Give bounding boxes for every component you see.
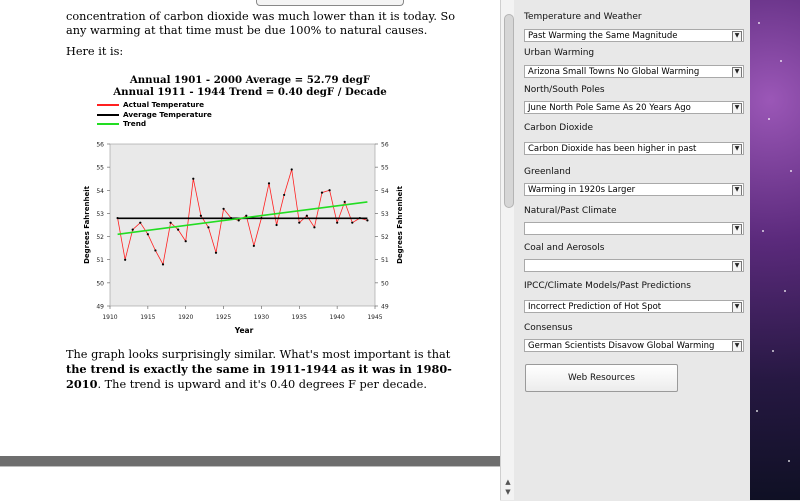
select-value: Warming in 1920s Larger: [528, 185, 636, 195]
legend-label-actual: Actual Temperature: [123, 100, 205, 109]
data-point: [253, 245, 255, 247]
select-temperature-weather[interactable]: [524, 29, 744, 42]
y-tick-label-left: 56: [96, 141, 104, 149]
data-point: [359, 217, 361, 219]
label-coal-aerosols: Coal and Aerosols: [524, 243, 605, 253]
label-natural-past-climate: Natural/Past Climate: [524, 206, 617, 216]
y-tick-label-left: 50: [96, 280, 104, 288]
data-point: [124, 259, 126, 261]
scroll-up-arrow-icon[interactable]: ▲: [505, 478, 511, 486]
y-tick-label-right: 51: [381, 257, 389, 265]
star: [758, 22, 760, 24]
web-resources-button[interactable]: Web Resources: [525, 364, 678, 392]
data-point: [222, 208, 224, 210]
star: [788, 460, 790, 462]
data-point: [116, 217, 118, 219]
select-natural-past-climate[interactable]: [524, 222, 744, 235]
y-tick-label-left: 51: [96, 257, 104, 265]
document-page-next: [0, 466, 500, 501]
y-axis-label-left: Degrees Fahrenheit: [83, 186, 91, 264]
data-point: [351, 222, 353, 224]
x-tick-label: 1930: [253, 314, 270, 321]
data-point: [177, 229, 179, 231]
data-point: [154, 249, 156, 251]
label-carbon-dioxide: Carbon Dioxide: [524, 123, 594, 133]
select-greenland[interactable]: [524, 183, 744, 196]
data-point: [268, 182, 270, 184]
x-tick-label: 1945: [367, 314, 383, 321]
data-point: [336, 222, 338, 224]
y-tick-label-left: 52: [96, 234, 104, 242]
y-tick-label-right: 49: [381, 303, 389, 311]
y-tick-label-right: 54: [381, 187, 389, 195]
data-point: [207, 226, 209, 228]
select-coal-aerosols[interactable]: [524, 259, 744, 272]
star: [772, 350, 774, 352]
label-urban-warming: Urban Warming: [524, 48, 595, 58]
topic-sidebar: [514, 0, 750, 500]
data-point: [321, 192, 323, 194]
page-gap: [0, 456, 500, 466]
data-point: [366, 219, 368, 221]
data-point: [238, 219, 240, 221]
x-tick-label: 1925: [215, 314, 232, 321]
select-value: June North Pole Same As 20 Years Ago: [528, 103, 691, 113]
y-tick-label-right: 50: [381, 280, 389, 288]
data-point: [245, 215, 247, 217]
chevron-down-icon[interactable]: ▼: [732, 31, 742, 42]
y-tick-label-left: 55: [96, 164, 104, 172]
select-urban-warming[interactable]: [524, 65, 744, 78]
paragraph-here-it-is: Here it is:: [66, 45, 124, 58]
select-value: Incorrect Prediction of Hot Spot: [528, 302, 662, 312]
chevron-down-icon[interactable]: ▼: [732, 224, 742, 235]
data-point: [328, 189, 330, 191]
label-greenland: Greenland: [524, 167, 571, 177]
conclusion-text-bold: the trend is exactly the same in 1911-1944 as it was in 1980-2010: [66, 362, 452, 391]
legend-label-average: Average Temperature: [123, 110, 212, 119]
data-point: [291, 168, 293, 170]
chevron-down-icon[interactable]: ▼: [732, 341, 742, 352]
paragraph-conclusion: [66, 348, 466, 392]
star: [756, 410, 758, 412]
data-point: [139, 222, 141, 224]
chevron-down-icon[interactable]: ▼: [732, 302, 742, 313]
paragraph-intro: concentration of carbon dioxide was much lower than it is today. So any warming at that time must be due 100% to natural causes.: [66, 10, 456, 37]
data-point: [185, 240, 187, 242]
select-value: Carbon Dioxide has been higher in past: [528, 144, 697, 154]
legend-label-trend: Trend: [123, 119, 147, 128]
y-tick-label-right: 52: [381, 234, 389, 242]
x-tick-label: 1940: [329, 314, 345, 321]
select-value: Arizona Small Towns No Global Warming: [528, 67, 700, 77]
select-value: German Scientists Disavow Global Warming: [528, 341, 715, 351]
chart-title: Annual 1901 - 2000 Average = 52.79 degF: [129, 74, 371, 86]
star: [790, 170, 792, 172]
label-ipcc-models: IPCC/Climate Models/Past Predictions: [524, 281, 691, 291]
y-axis-label-right: Degrees Fahrenheit: [396, 186, 404, 264]
star: [784, 290, 786, 292]
data-point: [147, 233, 149, 235]
plot-area: [110, 144, 375, 306]
y-tick-label-left: 53: [96, 210, 104, 218]
data-point: [200, 215, 202, 217]
chevron-down-icon[interactable]: ▼: [732, 67, 742, 78]
data-point: [162, 263, 164, 265]
data-point: [313, 226, 315, 228]
data-point: [169, 222, 171, 224]
select-north-south-poles[interactable]: [524, 101, 744, 114]
y-tick-label-right: 55: [381, 164, 389, 172]
conclusion-text-post: . The trend is upward and it's 0.40 degrees F per decade.: [97, 378, 427, 391]
conclusion-text-pre: The graph looks surprisingly similar. What's most important is that: [66, 348, 451, 361]
chevron-down-icon[interactable]: ▼: [732, 261, 742, 272]
desktop-background: [750, 0, 800, 500]
x-axis-label: Year: [234, 326, 254, 335]
select-ipcc-models[interactable]: [524, 300, 744, 313]
vertical-scrollbar[interactable]: [500, 0, 515, 500]
scrollbar-thumb[interactable]: [504, 14, 514, 208]
data-point: [275, 224, 277, 226]
select-consensus[interactable]: [524, 339, 744, 352]
select-value: Past Warming the Same Magnitude: [528, 31, 678, 41]
x-tick-label: 1920: [178, 314, 194, 321]
data-point: [230, 217, 232, 219]
data-point: [283, 194, 285, 196]
star: [762, 230, 764, 232]
label-temperature-weather: Temperature and Weather: [524, 12, 642, 22]
data-point: [344, 201, 346, 203]
data-point: [215, 252, 217, 254]
data-point: [132, 229, 134, 231]
y-tick-label-left: 49: [96, 303, 104, 311]
label-consensus: Consensus: [524, 323, 573, 333]
data-point: [192, 178, 194, 180]
star: [780, 60, 782, 62]
star: [768, 118, 770, 120]
data-point: [260, 217, 262, 219]
scroll-down-arrow-icon[interactable]: ▼: [505, 488, 511, 496]
y-tick-label-right: 56: [381, 141, 389, 149]
chart-subtitle: Annual 1911 - 1944 Trend = 0.40 degF / Decade: [113, 86, 387, 98]
chevron-down-icon[interactable]: ▼: [732, 144, 742, 155]
x-tick-label: 1915: [140, 314, 156, 321]
data-point: [298, 222, 300, 224]
chevron-down-icon[interactable]: ▼: [732, 103, 742, 114]
x-tick-label: 1935: [291, 314, 307, 321]
y-tick-label-left: 54: [96, 187, 104, 195]
data-point: [306, 215, 308, 217]
select-carbon-dioxide[interactable]: [524, 142, 744, 155]
chevron-down-icon[interactable]: ▼: [732, 185, 742, 196]
x-tick-label: 1910: [102, 314, 118, 321]
y-tick-label-right: 53: [381, 210, 389, 218]
label-north-south-poles: North/South Poles: [524, 85, 605, 95]
